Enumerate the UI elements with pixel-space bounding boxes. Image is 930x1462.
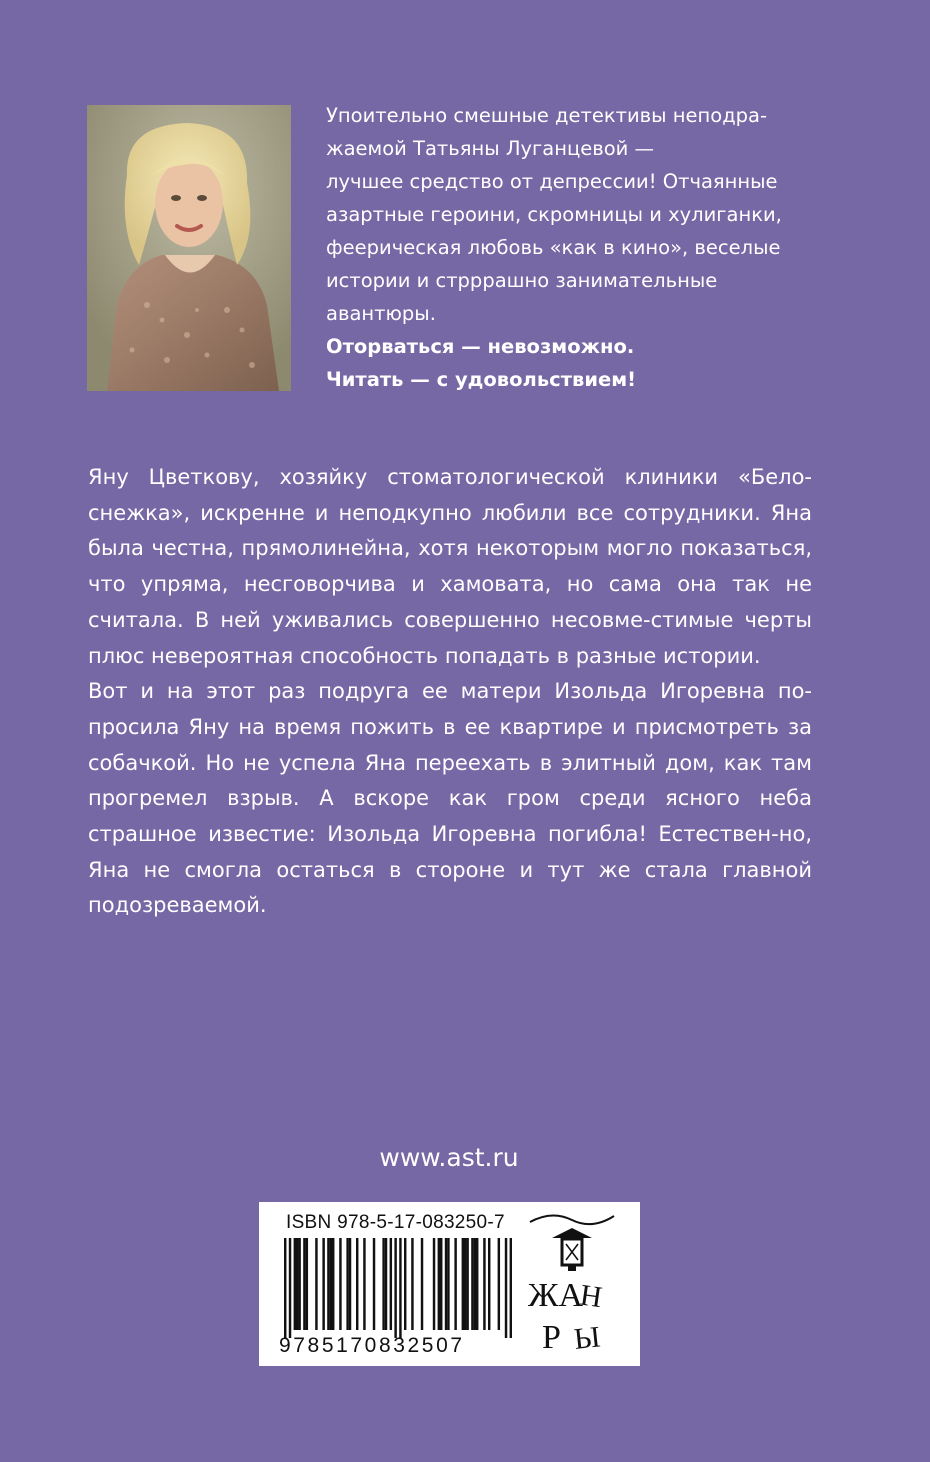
synopsis-paragraph: Яну Цветкову, хозяйку стоматологической клиники «Бело-снежка», искренне и неподкупно любили все сотрудники. Яна была честна, прямолинейна, хотя некоторым могло показаться, что упряма, несговорчива и хамовата, но сама она так не считала. В ней уживались совершенно несовме-стимые черты плюс невероятная способность попадать в разные истории. <box>88 465 812 668</box>
barcode-bar <box>399 1238 401 1338</box>
barcode-bar <box>332 1238 334 1330</box>
barcode-bar <box>346 1238 348 1330</box>
barcode-bar <box>284 1238 286 1338</box>
barcode-bar <box>445 1238 447 1330</box>
barcode-bar <box>462 1238 464 1330</box>
barcode-bar <box>373 1238 375 1330</box>
blurb-line: истории и стрррашно занимательные <box>326 269 718 292</box>
barcode-bar <box>488 1238 490 1330</box>
blurb-line: авантюры. <box>326 302 436 325</box>
author-blurb <box>326 99 846 396</box>
barcode-digits: 9785170832507 <box>279 1334 465 1357</box>
barcode-bar <box>356 1238 358 1330</box>
isbn-label: ISBN 978-5-17-083250-7 <box>286 1212 505 1233</box>
barcode-bar <box>385 1238 387 1330</box>
barcode-bar <box>466 1238 468 1330</box>
barcode-bar <box>404 1238 406 1330</box>
barcode-bar <box>464 1238 466 1330</box>
barcode-bar <box>327 1238 329 1330</box>
barcode-bar <box>298 1238 300 1330</box>
barcode-bar <box>440 1238 442 1330</box>
barcode-bar <box>394 1238 396 1338</box>
barcode-bar <box>294 1238 296 1330</box>
barcode-bar <box>498 1238 500 1330</box>
barcode-bar <box>505 1238 507 1338</box>
barcode-bar <box>476 1238 478 1330</box>
barcode-bar <box>411 1238 413 1330</box>
barcode-bar <box>390 1238 392 1330</box>
svg-text:Н: Н <box>578 1278 605 1315</box>
svg-text:Ы: Ы <box>572 1320 602 1356</box>
barcode-bar <box>315 1238 317 1330</box>
barcode-bar <box>382 1238 384 1330</box>
barcode-bar <box>363 1238 365 1330</box>
barcode-bar <box>349 1238 351 1330</box>
barcode-panel <box>259 1202 640 1366</box>
barcode-bar <box>306 1238 308 1330</box>
barcode-bar <box>471 1238 473 1330</box>
barcode-bar <box>510 1238 512 1338</box>
svg-text:Р: Р <box>542 1319 561 1356</box>
barcode-bar <box>447 1238 449 1330</box>
barcode-bar <box>330 1238 332 1330</box>
svg-text:ЖА: ЖА <box>528 1277 584 1314</box>
barcode-bar <box>483 1238 485 1330</box>
synopsis-paragraph: Вот и на этот раз подруга ее матери Изольда Игоревна по-просила Яну на время пожить в ее квартире и присмотреть за собачкой. Но не успела Яна переехать в элитный дом, как там прогремел взрыв. А вскоре как гром среди ясного неба страшное известие: Изольда Игоревна погибла! Естествен-но, Яна не смогла остаться в стороне и тут же стала главной подозреваемой. <box>88 679 812 918</box>
blurb-line: феерическая любовь «как в кино», веселые <box>326 236 781 259</box>
author-photo <box>87 105 291 391</box>
barcode-bar <box>454 1238 456 1330</box>
barcode-bar <box>474 1238 476 1330</box>
barcode-bar <box>322 1238 324 1330</box>
blurb-tagline: Оторваться — невозможно. <box>326 335 635 358</box>
blurb-line: лучшее средство от депрессии! Отчаянные <box>326 170 778 193</box>
publisher-website[interactable]: www.ast.ru <box>379 1143 519 1172</box>
blurb-line: Упоительно смешные детективы неподра- <box>326 104 768 127</box>
blurb-line: жаемой Татьяны Луганцевой — <box>326 137 655 160</box>
barcode-bars <box>284 1238 512 1338</box>
barcode-bar <box>296 1238 298 1330</box>
barcode-bar <box>433 1238 435 1330</box>
zhanry-logo-icon <box>522 1208 622 1358</box>
blurb-line: азартные героини, скромницы и хулиганки, <box>326 203 782 226</box>
barcode-bar <box>289 1238 291 1338</box>
barcode-bar <box>303 1238 305 1330</box>
book-synopsis <box>88 460 812 924</box>
barcode-bar <box>438 1238 440 1330</box>
blurb-tagline: Читать — с удовольствием! <box>326 368 637 391</box>
barcode-bar <box>421 1238 423 1330</box>
barcode-bar <box>339 1238 341 1330</box>
